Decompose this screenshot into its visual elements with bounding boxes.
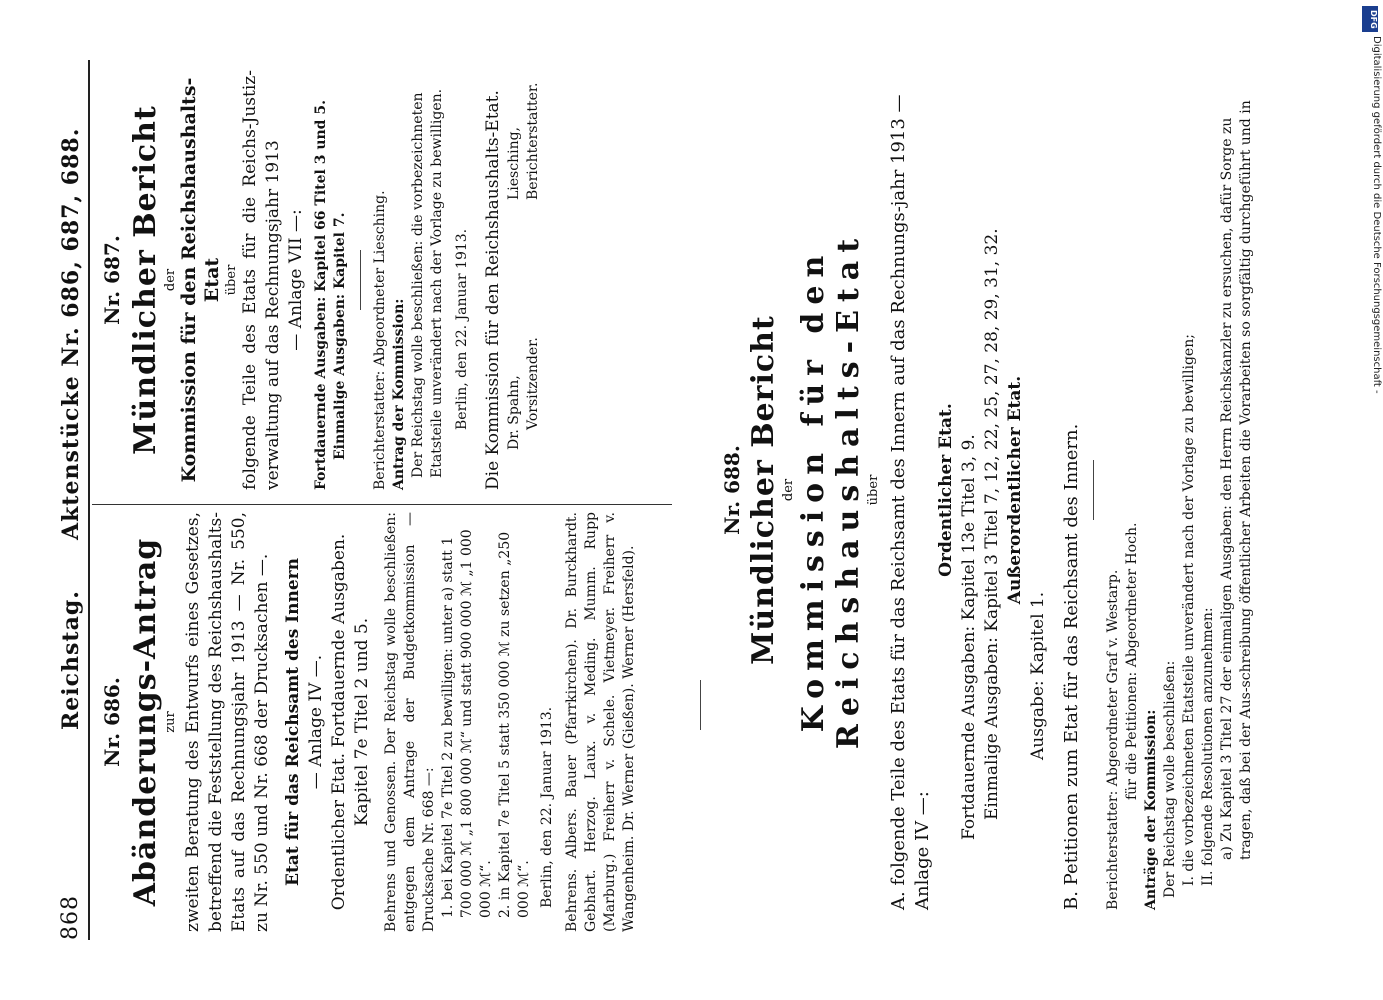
header-left: Reichstag. [58, 590, 84, 730]
section-nr686 [100, 512, 639, 932]
page-number: 868 [58, 895, 83, 940]
nr688-ordentlich: Ordentlicher Etat. [936, 403, 956, 577]
nr686-intro: zweiten Beratung des Entwurfs eines Gesetzes, betreffend die Feststellung des Reichshaushalts-Etats auf das Rechnungsjahr 1913 — Nr. 550, zu Nr. 550 und Nr. 668 der Drucksachen —. [183, 512, 272, 932]
nr686-date: Berlin, den 22. Januar 1913. [539, 706, 555, 908]
nr688-ausgabe: Ausgabe: Kapitel 1. [1028, 591, 1048, 760]
nr686-ordentlich: Ordentlicher Etat. Fortdauernde Ausgaben. [329, 533, 349, 911]
column-rule [92, 504, 672, 505]
nr686-signers: Behrens. Albers. Bauer (Pfarrkirchen). Dr. Burckhardt. Gebhart. Herzog. Laux. v. Meding. Mumm. Rupp (Marburg.) Freiherr v. Schele. Vietmeyer. Freiherr v. Wangenheim. Dr. Werner (Gießen). Werner (Hersfeld). [564, 512, 637, 932]
nr686-etat-heading: Etat für das Reichsamt des Innern [283, 558, 303, 886]
nr686-number: Nr. 686. [100, 677, 124, 767]
nr687-title: Mündlicher Bericht [128, 105, 163, 455]
nr688-ueber: über [866, 474, 881, 506]
nr687-sig-left: Dr. Spahn, [506, 375, 522, 450]
nr688-item-i: I. die vorbezeichneten Etatsteile unverändert nach der Vorlage zu bewilligen; [1181, 334, 1197, 886]
nr688-a: A. folgende Teile des Etats für das Reichsamt des Innern auf das Rechnungs-jahr 1913 — Anlage IV —: [888, 94, 933, 910]
nr687-body: folgende Teile des Etats für die Reichs-Justiz-verwaltung auf das Rechnungsjahr 1913 [240, 70, 283, 490]
nr687-divider [360, 250, 361, 310]
nr688-item-ii-a: a) Zu Kapitel 3 Titel 27 der einmaligen Ausgaben: den Herrn Reichskanzler zu ersuchen, dafür Sorge zu tragen, daß bei der Aus-schreibung öffentlicher Arbeiten die Vorarbeiten so sorgfältig durchgeführt und in [1219, 100, 1254, 860]
nr687-schluss: Die Kommission für den Reichshaushalts-Etat. [483, 90, 503, 490]
nr687-date: Berlin, den 22. Januar 1913. [454, 228, 470, 430]
section-nr687 [100, 70, 549, 490]
nr687-signatures [505, 70, 549, 490]
nr687-der: der [163, 268, 178, 292]
nr687-fortdauernd: Fortdauernde Ausgaben: Kapitel 66 Titel 3 und 5. [313, 100, 329, 490]
nr688-kommission: Kommission für den Reichshaushalts-Etat [796, 230, 866, 750]
section-nr688 [720, 70, 1256, 910]
nr687-sig-right-role: Berichterstatter. [525, 82, 541, 200]
header-right: Aktenstücke Nr. 686, 687, 688. [58, 127, 84, 540]
nr686-item2: 2. in Kapitel 7e Titel 5 statt 350 000 ℳ zu setzen „250 000 ℳ“. [497, 531, 532, 918]
nr688-number: Nr. 688. [720, 445, 744, 535]
nr687-kommission: Kommission für den Reichshaushalts-Etat [178, 77, 223, 483]
nr686-item1: 1. bei Kapitel 7e Titel 2 zu bewilligen: unter a) statt 1 700 000 ℳ „1 800 000 ℳ“ und statt 900 000 ℳ „1 000 000 ℳ“. [440, 529, 494, 918]
dfg-logo: DFG [1362, 6, 1378, 32]
nr686-zur: zur [163, 711, 178, 733]
page-header [58, 60, 88, 940]
nr688-divider [1093, 460, 1094, 520]
nr687-number: Nr. 687. [100, 235, 124, 325]
nr688-antraege-heading: Anträge der Kommission: [1143, 709, 1159, 910]
nr688-berichterstatter: Berichterstatter: Abgeordneter Graf v. Westarp. [1105, 569, 1121, 910]
nr687-ueber: über [224, 264, 239, 296]
nr687-berichterstatter: Berichterstatter: Abgeordneter Liesching. [372, 190, 388, 490]
nr688-title: Mündlicher Bericht [746, 315, 781, 665]
nr688-ausserordentlich: Außerordentlicher Etat. [1005, 375, 1025, 605]
nr688-petitionen: für die Petitionen: Abgeordneter Hoch. [1124, 522, 1140, 800]
nr687-antrag-heading: Antrag der Kommission: [391, 298, 407, 490]
nr686-anlage: — Anlage IV —. [306, 654, 326, 790]
nr688-der: der [781, 478, 796, 502]
nr688-beschliessen: Der Reichstag wolle beschließen: [1162, 660, 1178, 898]
nr686-antrag-intro: Behrens und Genossen. Der Reichstag wolle beschließen: entgegen dem Antrage der Budgetkommission — Drucksache Nr. 668 —: [383, 512, 437, 932]
nr688-b: B. Petitionen zum Etat für das Reichsamt des Innern. [1061, 423, 1082, 910]
nr686-title: Abänderungs-Antrag [128, 537, 163, 907]
nr688-item-ii: II. folgende Resolutionen anzunehmen: [1200, 607, 1216, 886]
digitization-credit: Digitalisierung gefördert durch die Deutsche Forschungsgemeinschaft - [1371, 36, 1382, 394]
nr688-einmalig: Einmalige Ausgaben: Kapitel 3 Titel 7, 12, 22, 25, 27, 28, 29, 31, 32. [982, 228, 1002, 820]
nr687-einmalig: Einmalige Ausgaben: Kapitel 7. [332, 212, 348, 460]
section-divider [700, 680, 701, 730]
header-rule [88, 60, 90, 940]
nr687-sig-left-role: Vorsitzender. [525, 337, 541, 430]
nr687-anlage: — Anlage VII —: [286, 209, 306, 351]
nr688-fortdauernd: Fortdauernde Ausgaben: Kapitel 13e Titel 3, 9. [959, 434, 979, 840]
nr687-sig-right: Liesching, [506, 126, 522, 200]
nr687-antrag: Der Reichstag wolle beschließen: die vorbezeichneten Etatsteile unverändert nach der Vorlage zu bewilligen. [410, 88, 445, 478]
nr686-kapitel: Kapitel 7e Titel 2 und 5. [352, 617, 372, 827]
